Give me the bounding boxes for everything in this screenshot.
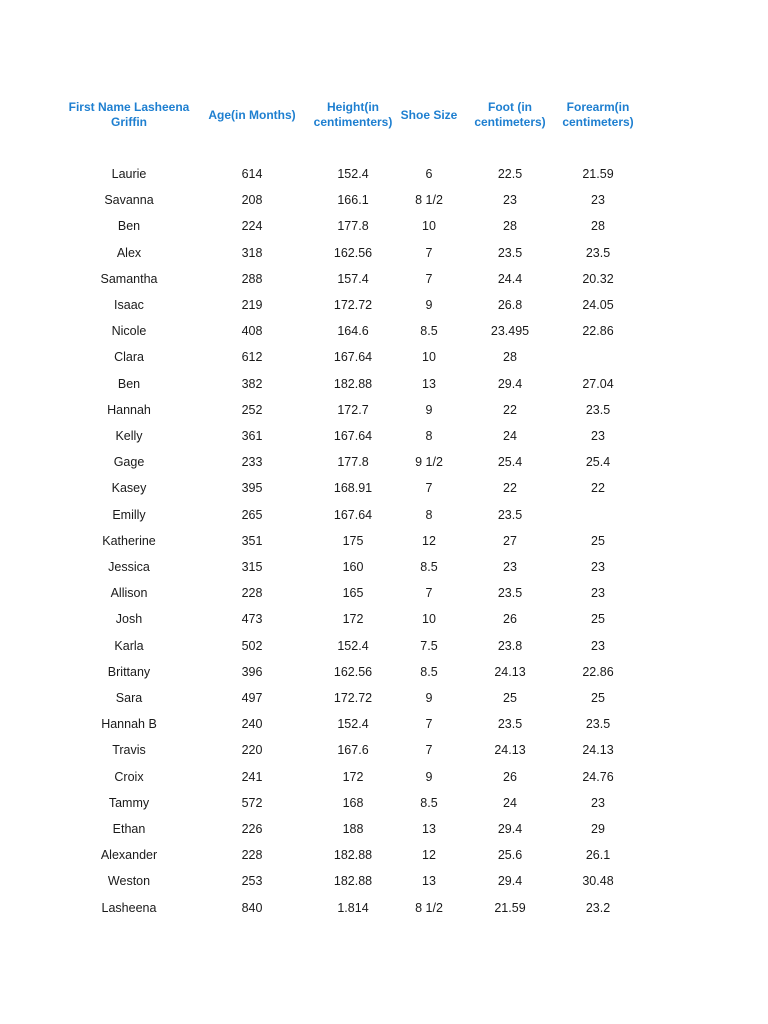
cell-shoe-size: 9 1/2 bbox=[415, 455, 443, 470]
cell-first-name: Croix bbox=[114, 769, 144, 784]
table-row bbox=[0, 714, 768, 734]
cell-shoe-size: 8.5 bbox=[420, 795, 438, 810]
cell-forearm: 29 bbox=[591, 822, 605, 836]
cell-first-name: Karla bbox=[114, 638, 144, 653]
table-row bbox=[0, 688, 768, 708]
cell-foot: 23.5 bbox=[497, 717, 523, 732]
cell-age: 219 bbox=[241, 298, 263, 312]
cell-age: 318 bbox=[241, 245, 263, 260]
cell-forearm: 23 bbox=[591, 429, 605, 443]
cell-shoe-size: 9 bbox=[425, 691, 433, 705]
cell-foot: 23.8 bbox=[497, 638, 523, 653]
cell-foot: 23 bbox=[503, 560, 517, 574]
cell-forearm: 22.86 bbox=[582, 324, 614, 339]
table-row bbox=[0, 662, 768, 682]
cell-age: 240 bbox=[241, 717, 263, 732]
cell-height: 167.6 bbox=[337, 743, 369, 758]
cell-height: 152.4 bbox=[337, 167, 369, 181]
cell-shoe-size: 8 bbox=[425, 507, 433, 522]
cell-age: 840 bbox=[241, 900, 263, 915]
cell-forearm: 24.76 bbox=[582, 769, 614, 784]
table-row bbox=[0, 295, 768, 315]
cell-height: 152.4 bbox=[337, 717, 369, 732]
cell-forearm: 25 bbox=[591, 612, 605, 627]
cell-first-name: Alex bbox=[116, 245, 142, 260]
cell-first-name: Tammy bbox=[108, 795, 150, 810]
cell-shoe-size: 8 1/2 bbox=[415, 193, 443, 208]
cell-age: 224 bbox=[241, 219, 263, 234]
cell-shoe-size: 9 bbox=[425, 402, 433, 417]
cell-first-name: Allison bbox=[110, 586, 148, 601]
table-row bbox=[0, 819, 768, 839]
cell-foot: 24 bbox=[503, 795, 517, 810]
cell-forearm: 25.4 bbox=[585, 455, 611, 470]
cell-height: 160 bbox=[342, 560, 364, 574]
cell-age: 572 bbox=[241, 795, 263, 810]
cell-first-name: Brittany bbox=[107, 664, 151, 679]
header-shoe-size: Shoe Size bbox=[400, 107, 458, 122]
cell-foot: 24 bbox=[503, 429, 517, 443]
cell-shoe-size: 8.5 bbox=[420, 664, 438, 679]
cell-first-name: Weston bbox=[107, 874, 151, 889]
cell-shoe-size: 8 bbox=[425, 429, 433, 443]
cell-first-name: Laurie bbox=[111, 167, 147, 181]
cell-height: 1.814 bbox=[337, 900, 369, 915]
cell-first-name: Samantha bbox=[100, 271, 158, 286]
cell-age: 502 bbox=[241, 638, 263, 653]
cell-foot: 24.13 bbox=[494, 743, 526, 758]
cell-first-name: Hannah B bbox=[101, 717, 157, 732]
header-foot: Foot (in centimeters) bbox=[474, 100, 546, 129]
cell-height: 172.72 bbox=[333, 691, 373, 705]
cell-forearm: 23 bbox=[591, 795, 605, 810]
cell-first-name: Clara bbox=[114, 350, 144, 365]
cell-forearm: 23 bbox=[591, 193, 605, 208]
cell-age: 395 bbox=[241, 481, 263, 496]
cell-shoe-size: 7 bbox=[425, 586, 433, 601]
cell-age: 351 bbox=[241, 533, 263, 548]
cell-height: 172.72 bbox=[333, 298, 373, 312]
cell-foot: 23.5 bbox=[497, 586, 523, 601]
cell-first-name: Emilly bbox=[112, 507, 146, 522]
cell-height: 167.64 bbox=[333, 350, 373, 365]
cell-first-name: Alexander bbox=[100, 848, 158, 863]
cell-shoe-size: 7 bbox=[425, 245, 433, 260]
cell-shoe-size: 9 bbox=[425, 769, 433, 784]
cell-height: 162.56 bbox=[333, 245, 373, 260]
table-row bbox=[0, 898, 768, 918]
cell-age: 497 bbox=[241, 691, 263, 705]
cell-foot: 29.4 bbox=[497, 874, 523, 889]
cell-first-name: Isaac bbox=[114, 298, 144, 312]
cell-height: 177.8 bbox=[337, 455, 369, 470]
cell-forearm: 25 bbox=[591, 691, 605, 705]
table-row bbox=[0, 557, 768, 577]
table-row bbox=[0, 321, 768, 341]
cell-foot: 24.13 bbox=[494, 664, 526, 679]
cell-forearm: 24.05 bbox=[582, 298, 614, 312]
cell-age: 612 bbox=[241, 350, 263, 365]
cell-forearm: 22 bbox=[591, 481, 605, 496]
cell-foot: 23.5 bbox=[497, 245, 523, 260]
table-row bbox=[0, 793, 768, 813]
table-row bbox=[0, 636, 768, 656]
cell-shoe-size: 9 bbox=[425, 298, 433, 312]
cell-foot: 26 bbox=[503, 769, 517, 784]
cell-shoe-size: 12 bbox=[422, 533, 436, 548]
cell-foot: 29.4 bbox=[497, 376, 523, 391]
cell-height: 182.88 bbox=[333, 376, 373, 391]
cell-height: 182.88 bbox=[333, 848, 373, 863]
cell-foot: 23.495 bbox=[490, 324, 530, 339]
cell-height: 172.7 bbox=[337, 402, 369, 417]
cell-age: 614 bbox=[241, 167, 263, 181]
cell-foot: 27 bbox=[503, 533, 517, 548]
cell-first-name: Lasheena bbox=[101, 900, 157, 915]
cell-first-name: Kasey bbox=[111, 481, 147, 496]
table-row bbox=[0, 216, 768, 236]
cell-forearm: 22.86 bbox=[582, 664, 614, 679]
cell-forearm: 23 bbox=[591, 638, 605, 653]
cell-first-name: Josh bbox=[115, 612, 143, 627]
cell-forearm: 28 bbox=[591, 219, 605, 234]
table-row bbox=[0, 531, 768, 551]
cell-shoe-size: 10 bbox=[422, 350, 436, 365]
cell-foot: 21.59 bbox=[494, 900, 526, 915]
cell-foot: 25.4 bbox=[497, 455, 523, 470]
cell-height: 182.88 bbox=[333, 874, 373, 889]
cell-shoe-size: 7 bbox=[425, 481, 433, 496]
cell-shoe-size: 12 bbox=[422, 848, 436, 863]
table-row bbox=[0, 505, 768, 525]
cell-forearm: 25 bbox=[591, 533, 605, 548]
cell-foot: 23.5 bbox=[497, 507, 523, 522]
cell-age: 241 bbox=[241, 769, 263, 784]
cell-height: 172 bbox=[342, 769, 364, 784]
cell-foot: 29.4 bbox=[497, 822, 523, 836]
cell-first-name: Hannah bbox=[107, 402, 151, 417]
cell-age: 315 bbox=[241, 560, 263, 574]
cell-first-name: Katherine bbox=[102, 533, 156, 548]
cell-shoe-size: 7 bbox=[425, 271, 433, 286]
cell-forearm: 26.1 bbox=[585, 848, 611, 863]
table-row bbox=[0, 190, 768, 210]
cell-age: 288 bbox=[241, 271, 263, 286]
cell-foot: 22.5 bbox=[497, 167, 523, 181]
cell-shoe-size: 8.5 bbox=[420, 324, 438, 339]
cell-forearm: 24.13 bbox=[582, 743, 614, 758]
cell-height: 166.1 bbox=[337, 193, 369, 208]
cell-shoe-size: 8 1/2 bbox=[415, 900, 443, 915]
cell-height: 177.8 bbox=[337, 219, 369, 234]
table-row bbox=[0, 583, 768, 603]
cell-shoe-size: 6 bbox=[425, 167, 433, 181]
cell-forearm bbox=[558, 505, 638, 525]
cell-first-name: Sara bbox=[115, 691, 143, 705]
cell-foot: 23 bbox=[503, 193, 517, 208]
cell-first-name: Ben bbox=[117, 376, 141, 391]
cell-shoe-size: 13 bbox=[422, 822, 436, 836]
cell-age: 220 bbox=[241, 743, 263, 758]
cell-shoe-size: 13 bbox=[422, 376, 436, 391]
cell-age: 226 bbox=[241, 822, 263, 836]
cell-foot: 28 bbox=[503, 219, 517, 234]
table-row bbox=[0, 164, 768, 184]
cell-height: 152.4 bbox=[337, 638, 369, 653]
table-row bbox=[0, 767, 768, 787]
cell-shoe-size: 13 bbox=[422, 874, 436, 889]
cell-height: 164.6 bbox=[337, 324, 369, 339]
cell-age: 361 bbox=[241, 429, 263, 443]
cell-first-name: Ethan bbox=[112, 822, 146, 836]
table-row bbox=[0, 871, 768, 891]
cell-height: 168 bbox=[342, 795, 364, 810]
table-row bbox=[0, 400, 768, 420]
cell-first-name: Nicole bbox=[111, 324, 147, 339]
cell-first-name: Jessica bbox=[108, 560, 150, 574]
cell-foot: 25.6 bbox=[497, 848, 523, 863]
cell-shoe-size: 8.5 bbox=[420, 560, 438, 574]
cell-forearm: 23.5 bbox=[585, 402, 611, 417]
cell-height: 162.56 bbox=[333, 664, 373, 679]
cell-age: 473 bbox=[241, 612, 263, 627]
cell-forearm: 20.32 bbox=[582, 271, 614, 286]
cell-forearm: 30.48 bbox=[582, 874, 614, 889]
cell-age: 228 bbox=[241, 848, 263, 863]
cell-forearm: 23.5 bbox=[585, 245, 611, 260]
cell-age: 252 bbox=[241, 402, 263, 417]
cell-age: 233 bbox=[241, 455, 263, 470]
cell-foot: 22 bbox=[503, 402, 517, 417]
cell-first-name: Gage bbox=[113, 455, 145, 470]
cell-age: 408 bbox=[241, 324, 263, 339]
cell-first-name: Travis bbox=[112, 743, 146, 758]
cell-shoe-size: 7 bbox=[425, 743, 433, 758]
cell-shoe-size: 7 bbox=[425, 717, 433, 732]
header-age: Age(in Months) bbox=[208, 107, 296, 122]
cell-height: 167.64 bbox=[333, 429, 373, 443]
cell-age: 382 bbox=[241, 376, 263, 391]
cell-height: 168.91 bbox=[333, 481, 373, 496]
cell-height: 157.4 bbox=[337, 271, 369, 286]
cell-first-name: Kelly bbox=[115, 429, 143, 443]
cell-foot: 28 bbox=[503, 350, 517, 365]
cell-forearm: 23.2 bbox=[585, 900, 611, 915]
header-first-name: First Name Lasheena Griffin bbox=[68, 100, 190, 129]
table-row bbox=[0, 426, 768, 446]
cell-forearm: 21.59 bbox=[582, 167, 614, 181]
cell-age: 396 bbox=[241, 664, 263, 679]
cell-shoe-size: 10 bbox=[422, 219, 436, 234]
cell-height: 167.64 bbox=[333, 507, 373, 522]
cell-height: 165 bbox=[342, 586, 364, 601]
cell-forearm bbox=[558, 347, 638, 367]
cell-age: 208 bbox=[241, 193, 263, 208]
cell-age: 265 bbox=[241, 507, 263, 522]
cell-forearm: 27.04 bbox=[582, 376, 614, 391]
cell-foot: 26.8 bbox=[497, 298, 523, 312]
cell-height: 175 bbox=[342, 533, 364, 548]
cell-shoe-size: 10 bbox=[422, 612, 436, 627]
table-row bbox=[0, 269, 768, 289]
header-forearm: Forearm(in centimeters) bbox=[562, 100, 634, 129]
cell-age: 228 bbox=[241, 586, 263, 601]
table-row bbox=[0, 374, 768, 394]
cell-shoe-size: 7.5 bbox=[420, 638, 438, 653]
cell-forearm: 23.5 bbox=[585, 717, 611, 732]
cell-foot: 22 bbox=[503, 481, 517, 496]
cell-age: 253 bbox=[241, 874, 263, 889]
table-row bbox=[0, 740, 768, 760]
table-row bbox=[0, 845, 768, 865]
cell-height: 188 bbox=[342, 822, 364, 836]
cell-foot: 24.4 bbox=[497, 271, 523, 286]
table-row bbox=[0, 478, 768, 498]
table-row bbox=[0, 243, 768, 263]
cell-height: 172 bbox=[342, 612, 364, 627]
cell-forearm: 23 bbox=[591, 560, 605, 574]
cell-foot: 25 bbox=[503, 691, 517, 705]
cell-foot: 26 bbox=[503, 612, 517, 627]
cell-first-name: Ben bbox=[117, 219, 141, 234]
header-height: Height(in centimenters) bbox=[313, 100, 393, 129]
table-row bbox=[0, 347, 768, 367]
table-row bbox=[0, 452, 768, 472]
cell-forearm: 23 bbox=[591, 586, 605, 601]
table-row bbox=[0, 609, 768, 629]
cell-first-name: Savanna bbox=[104, 193, 154, 208]
